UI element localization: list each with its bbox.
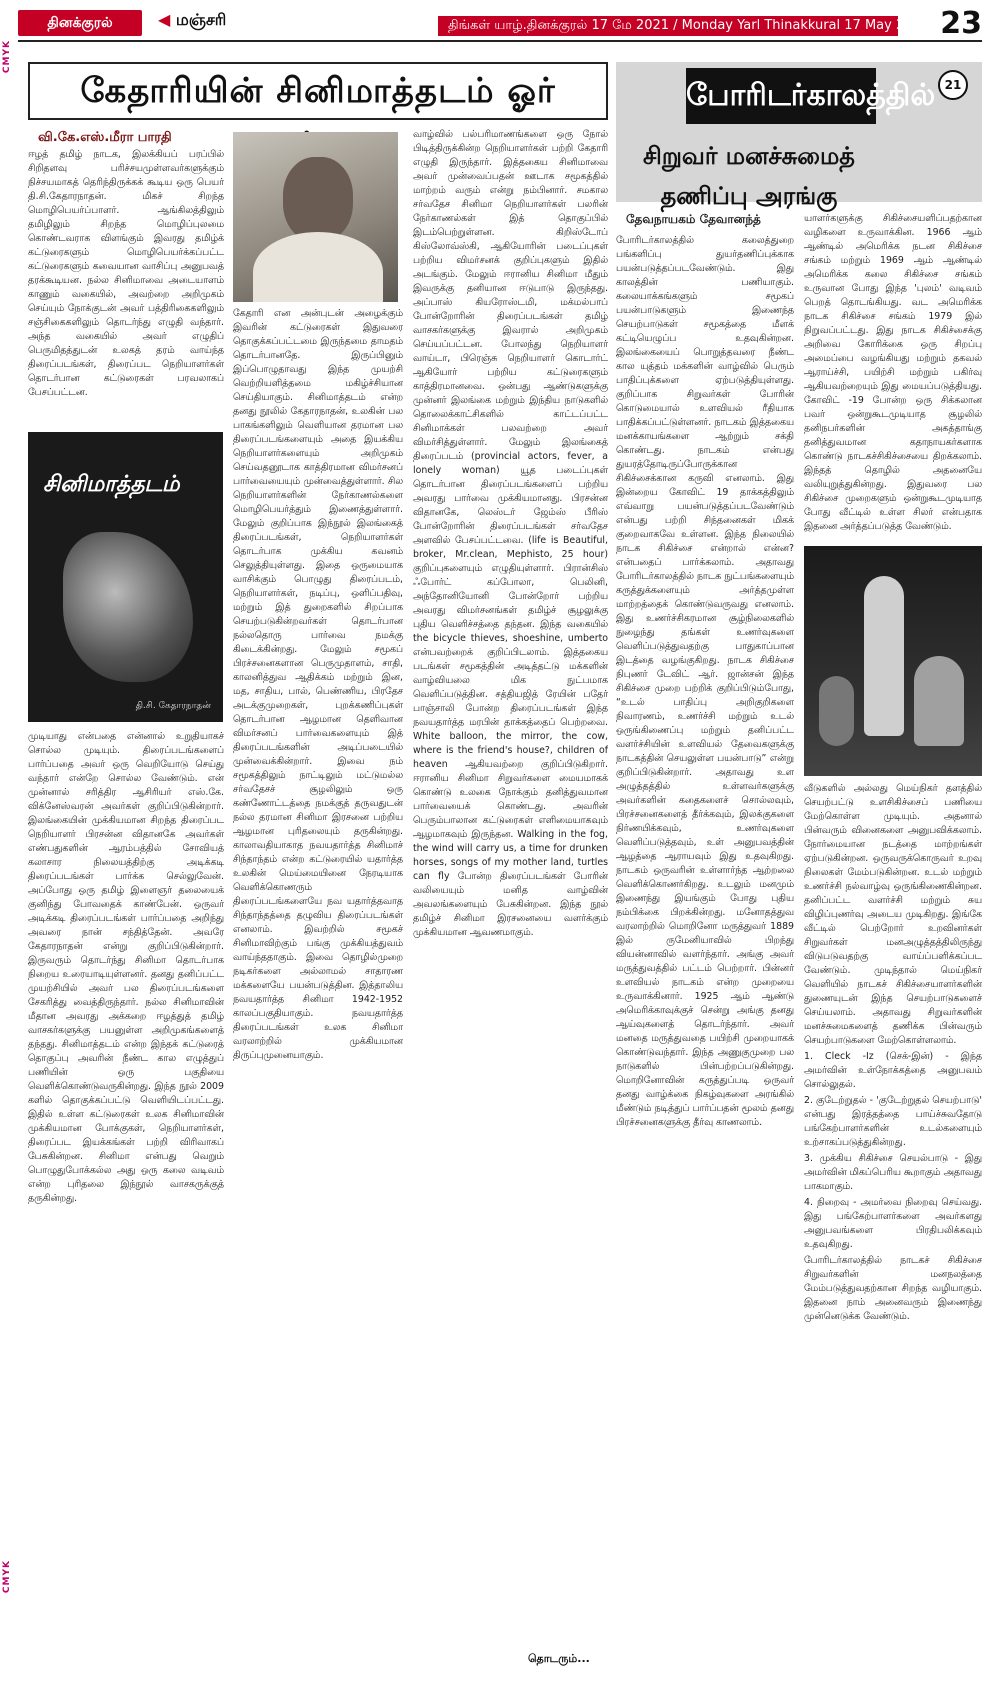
paragraph: கேதாரி என அன்புடன் அழைக்கும் இவரின் கட்டுரைகள் இதுவரை தொகுக்கப்பட்டமை இருந்தமை தாமதம் தொடர்பானதே. இருப்பினும் இப்பொழுதாவது இந்த முயற்சி வெற்றியளித்தமை மகிழ்ச்சியான செய்தியாகும். சினிமாத்தடம் என்ற தனது நூலில் கேதாரநாதன், உலகின் பல பாகங்களிலும் வெளியான தரமான பல திரைப்படங்களையும் அதை இயக்கிய நெறியாளர்களையும் அறிமுகம் செய்வதனூடாக காத்திரமான விமர்சனப் பார்வையையும் முன்வைத்துள்ளார். சில நெறியாளர்களின் நேர்காணல்களை மொழிபெயர்த்தும் இணைத்துள்ளார். மேலும் குறிப்பாக இந்நூல் இலங்கைத் திரைப்படங்கள், நெறியாளர்கள் தொடர்பாக முக்கிய கவனம் செலுத்தியுள்ளது. இதை ஒருமையாக வாசிக்கும் பொழுது திரைப்படம், நெறியாளர்கள், நடிப்பு, ஒளிப்பதிவு, மற்றும் இத் துறைகளில் சிறப்பாக செயற்படுகின்றவர்கள் தொடர்பான நல்லதொரு பார்வை நமக்கு கிடைக்கின்றது. மேலும் சமூகப் பிரச்சனைகளான பெருமுதாளம், சாதி, காலனித்துவ ஆதிக்கம் மற்றும் இன, மத, சாதிய, பால், பெண்ணிய, பிரதேச அடக்குமுறைகள், புறக்கணிப்புகள் தொடர்பான ஆழமான தெளிவான விமர்சனப் பார்வைகளையும் இத் திரைப்படங்களின் அடிப்படையில் முன்வைக்கின்றார். இவை நம் சமூகத்திலும் நாட்டிலும் மட்டுமல்ல சர்வதேசச் சூழலிலும் ஒரு கண்ணோட்டத்தை நமக்குத் தருவதுடன் நல்ல தரமான சினிமா இரசனை பற்றிய ஆழமான புரிதலையும் தருகின்றது. காலாவதியாகாத நவயதார்த்த சினிமாச் சிந்தாந்தம் என்ற கட்டுரையில் யதார்த்த உலகின் மெய்மையினை நேரடியாக வெளிக்கொணரும் திரைப்படங்களையே நவ யதார்த்தவாத சிந்தாந்தத்தை தழுவிய திரைப்படங்கள் எனலாம். இவற்றில் சமூகச் சினிமாவிற்கும் பங்கு முக்கியத்துவம் வாய்ந்ததாகும். இவை தொழில்முறை நடிகர்களை அல்லாமல் சாதாரண மக்களையே பயன்படுத்தின. இத்தாலிய நவயதார்த்த சினிமா 1942-1952 காலப்பகுதியாகும். நவயதார்த்த திரைப்படங்கள் உலக சினிமா வரலாற்றில் முக்கியமான திருப்புமுனையாகும்.: [233, 308, 403, 1061]
paragraph: போரிடர்காலத்தில் கலைத்துறை பங்களிப்பு துயர்தணிப்புக்காக பயன்படுத்தப்படவேண்டும். இது காலத்தின் பணியாகும். கலையாக்கங்களும் சமூகப் பயன்பாடுகளும் இணைந்த செயற்பாடுகள் சமூகத்தை மீளக் கட்டியெழுப்ப உதவுகின்றன. இலங்கையைப் பொறுத்தவரை நீண்ட கால யுத்தம் மக்களின் வாழ்வில் பெரும் பாதிப்புக்களை ஏற்படுத்தியுள்ளது. குறிப்பாக சிறுவர்கள் போரின் கொடுமையால் உளவியல் ரீதியாக பாதிக்கப்பட்டுள்ளனர். நாடகம் இத்தகைய மனக்காயங்களை ஆற்றும் சக்தி கொண்டது. நாடகம் என்பது துயரத்தோடிருப்போருக்கான சிகிச்சைக்கான கருவி எனலாம். இது இன்றைய கோவிட் 19 தாக்கத்திலும் எவ்வாறு பயன்படுத்தப்படவேண்டும் என்பது பற்றி சிந்தனைகள் மிகக் குறைவாகவே உள்ளன. இந்த நிலையில் நாடக சிகிச்சை என்றால் என்ன? என்பதைப் பார்க்கலாம். அதாவது போரிடர்காலத்தில் நாடக நுட்பங்களையும் கருத்துக்களையும் அர்த்தமுள்ள மாற்றத்தைக் கொண்டுவருவது எனலாம். இது உணர்ச்சிகரமான சூழ்நிலைகளில் நுழைந்து தங்கள் உணர்வுகளை வெளிப்படுத்துவதற்கு பாதுகாப்பான இடத்தை வழங்குகிறது. நாடக சிகிச்சை நிபுணர் டேவிட் ஆர். ஜான்சன் இந்த சிகிச்சை முறை பற்றிக் குறிப்பிடும்போது, “உடல் பாதிப்பு அறிகுறிகளை நிவாரணம், உணர்ச்சி மற்றும் உடல் ஒருங்கிணைப்பு மற்றும் தனிப்பட்ட வளர்ச்சியின் உளவியல் தேவைகளுக்கு நாடகத்தின் செயலுள்ள பயன்பாடு” என்று குறிப்பிடுகின்றார். அதாவது உள அழுத்தத்தில் உள்ளவர்களுக்கு அவர்களின் கதைகளைச் சொல்லவும், பிரச்சனைகளைத் தீர்க்கவும், இலக்குகளை நிர்ணயிக்கவும், உணர்வுகளை வெளிப்படுத்தவும், உள் அனுபவத்தின் ஆழத்தை ஆராயவும் இது உதவுகிறது. நாடகம் ஒருவரின் உள்ளார்ந்த ஆற்றலை வெளிக்கொணர்கிறது. உடலும் மனமும் இணைந்து இயங்கும் போது புதிய நம்பிக்கை பிறக்கின்றது. மனோதத்துவ வரலாற்றில் மொறினோ மருத்துவர் 1889 இல் ருமேனியாவில் பிறந்து வியன்னாவில் வளர்ந்தார். அங்கு அவர் மருத்துவத்தில் பட்டம் பெற்றார். பின்னர் உளவியல் நாடகம் என்ற முறையை உருவாக்கினார். 1925 ஆம் ஆண்டு அமெரிக்காவுக்குச் சென்று அங்கு தனது ஆய்வுகளைத் தொடர்ந்தார். அவர் மனதை மருத்துவதை பயிற்சி முறையாகக் கொண்டுவந்தார். இந்த அணுகுமுறை பல நாடுகளில் பின்பற்றப்படுகின்றது. மொறினோவின் கருத்துப்படி ஒருவர் தனது வாழ்க்கை நிகழ்வுகளை அரங்கில் மீண்டும் நடித்துப் பார்ப்பதன் மூலம் தனது பிரச்சனைகளுக்கு தீர்வு காணலாம்.: [616, 235, 794, 1128]
right-article: [616, 62, 982, 1667]
continued-label: தொடரும்...: [528, 1652, 590, 1665]
photo-body-shape: [253, 232, 383, 302]
photo-head-shape: [283, 157, 353, 242]
list-item: 4. நிறைவு - அமர்வை நிறைவு செய்வது. இது பங்கேற்பாளர்களை அவர்களது அனுபவங்களை பிரதிபலிக்கவும் உதவுகிறது.: [804, 1197, 982, 1250]
paragraph: போரிடர்காலத்தில் நாடகச் சிகிச்சை சிறுவர்களின் மனநலத்தை மேம்படுத்துவதற்கான சிறந்த வழியாகும். இதனை நாம் அனைவரும் இணைந்து முன்னெடுக்க வேண்டும்.: [804, 1255, 982, 1322]
text-column: [233, 307, 403, 1667]
article-title: கேதாரியின் சினிமாத்தடம் ஓர்: [28, 62, 608, 120]
book-cover-art: [63, 532, 193, 682]
text-column: [804, 782, 982, 1662]
newspaper-logo: தினக்குரல்: [18, 10, 142, 36]
article-subtitle: சிறுவர் மனச்சுமைத் தணிப்பு அரங்கு: [643, 142, 855, 210]
photo-figure: [819, 676, 854, 746]
author-photo: [233, 132, 398, 302]
article-author: தேவநாயகம் தேவானந்த்: [626, 212, 761, 226]
list-item: 2. குடேற்றுதல் - 'குடேற்றுதல் செயற்பாடு' என்பது இரத்தத்தை பாய்ச்சுவதோடு பங்கேற்பாளர்களின் உடல்களையும் உற்சாகப்படுத்துகின்றது.: [804, 1095, 982, 1148]
paragraph: ஈழத் தமிழ் நாடக, இலக்கியப் பரப்பில் சிறிதளவு பரிச்சயமுள்ளவர்களுக்கும் நிச்சயமாகத் தெரிந்திருக்கக் கூடிய ஒரு பெயர் தி.சி.கேதாரநாதன். மிகச் சிறந்த மொழிபெயர்ப்பாளர். ஆங்கிலத்திலும் தமிழிலும் சிறந்த மொழிப்புலமை கொண்டவராக விளங்கும் இவரது தமிழ்க் கட்டுரைகளும் மொழிபெயர்க்கப்பட்ட கட்டுரைகளும் கவையான வாசிப்பு அனுபவத் தரக்கூடியன. நல்ல சினிமாவை அடையாளம் காணும் வகையில், அவற்றை அறிமுகம் செய்யும் நோக்குடன் அவர் பத்திரிகைகளிலும் சஞ்சிகைகளிலும் தொடர்ந்து எழுதி வந்தார். அந்த வகையில் அவர் எழுதிப் பெருமிதத்துடன் உலகத் தரம் வாய்ந்த திரைப்படங்கள், திரைப்பட நெறியாளர்கள் தொடர்பான கட்டுரைகள் பரவலாகப் பேசப்பட்டன.: [28, 149, 224, 398]
book-cover-image: [28, 432, 223, 722]
date-line: திங்கள் யாழ்.தினக்குரல் 17 மே 2021 / Monday Yarl Thinakkural 17 May 2021: [438, 16, 898, 36]
left-article: [28, 62, 608, 1667]
section-label: மஞ்சரி: [175, 10, 227, 29]
book-cover-author: தி.சி. கேதாரநாதன்: [135, 701, 211, 711]
right-article-header: [616, 62, 982, 210]
section-name: [158, 10, 226, 31]
text-column: [616, 234, 794, 1664]
text-column: [804, 212, 982, 542]
article-title: போரிடர்காலத்தில்: [686, 68, 876, 124]
photo-figure: [864, 576, 904, 736]
text-column: [413, 128, 608, 1652]
paragraph: யாளர்களுக்கு சிகிச்சையளிப்பதற்கான வழிகளை உருவாக்கின. 1966 ஆம் ஆண்டில் அமெரிக்க நடன சிகிச்சை சங்கம் மற்றும் 1969 ஆம் ஆண்டில் அமெரிக்க கலை சிகிச்சை சங்கம் உருவான போது இந்த 'புலம்' வடிவம் பெறத் தொடங்கியது. வட அமெரிக்க நாடக சிகிச்சை சங்கம் 1979 இல் நிறுவப்பட்டது. இது நாடக சிகிச்சைக்கு அறிவை கோரிக்கை ஒரு சிறப்பு அமைப்பை வழங்கியது மற்றும் தகவல் ஆராய்ச்சி, பயிற்சி மற்றும் பகிர்வு ஆகியவற்றையும் இது மையப்படுத்தியது. கோவிட் -19 போன்ற ஒரு சிக்கலான பவர் ஒன்றுகூடமுடியாத சூழலில் தனிநபர்களின் அகத்தாங்கு தனித்துவமான கதாநாயகர்களாக கொண்டு நாடகச்சிகிச்சையை திறக்கலாம். இந்தத் தொழில் அதனையே வலியுறுத்துகின்றது. இதுவரை பல சிகிச்சை முறைகளும் ஒன்றுகூடமுடியாத போது வீட்டில் உள்ள சிலர் என்பதாக இதனை அர்த்தப்படுத்த வேண்டும்.: [804, 213, 982, 532]
paragraph: வீடுகளில் அல்லது மெய்நிகர் தளத்தில் செயற்பட்டு உளசிகிச்சைப் பணியை மேற்கொள்ள முடியும். அதனால் பின்வரும் வினைகளை அனுபவிக்கலாம். நோர்மையான நடத்தை மாற்றங்கள் ஏற்படுகின்றன. ஒருவருக்கொருவர் உறவு நிலைகள் மேம்படுகின்றன. உடல் மற்றும் உணர்ச்சி நல்வாழ்வு ஒருங்கிணைகின்றன. தனிப்பட்ட வளர்ச்சி மற்றும் சுய விழிப்புணர்வு அடைய முடிகிறது. இங்கே வீட்டில் பெற்றோர் உறவினர்கள் சிறுவர்கள் மனஅழுத்தத்திலிருந்து விடுபடுவதற்கு வாய்ப்பளிக்கப்பட வேண்டும். முடிந்தால் மெய்நிகர் வெளியில் நாடகச் சிகிச்சையாளர்களின் துணையுடன் இந்த செயற்பாடுகளைச் செய்யலாம். அதாவது சிறுவர்களின் மனச்சுமைகளைத் தணிக்க பின்வரும் செயற்பாடுகளை மேற்கொள்ளலாம்.: [804, 783, 982, 1046]
article-author: வி.கே.எஸ்.மீரா பாரதி: [38, 130, 172, 145]
page-number: 23: [940, 6, 982, 41]
text-column: [28, 730, 224, 1667]
paragraph: வாழ்வில் பல்பரிமாணங்களை ஒரு நோல் பிடித்திருக்கின்ற நெறியாளர்கள் பற்றி கேதாரி எழுதி இருந்தார். இத்தகைய சினிமாவை அவர் முன்வைப்பதன் ஊடாக சமூகத்தில் மாற்றம் வரும் என்று நம்பினார். சமகால சர்வதேச சினிமா நெறியாளர்கள் பலரின் நேர்காணல்கள் இத் தொகுப்பில் இடம்பெற்றுள்ளன. கிறிஸ்டோப் கிஸ்லோவ்ஸ்கி, ஆகியோரின் படைப்புகள் பற்றிய விமர்சனக் குறிப்புகளும் இதில் அடங்கும். மேலும் ஈரானிய சினிமா மீதும் இவருக்கு தனியான ஈடுபாடு இருந்தது. அப்பாஸ் கியரோஸ்டமி, மக்மல்பாப் போன்றோரின் திரைப்படங்கள் தமிழ் வாசகர்களுக்கு இவரால் அறிமுகம் செய்யப்பட்டன. போலந்து நெறியாளர் வாய்டா, பிரெஞ்சு நெறியாளர் கொடார்ட் ஆகியோர் பற்றிய கட்டுரைகளும் காத்திரமானவை. ஒன்பது ஆண்டுகளுக்கு முன்னர் இலங்கை மற்றும் இந்திய நாடுகளில் தொலைக்காட்சிகளில் காட்டப்பட்ட சினிமாக்கள் பலவற்றை அவர் விமர்சித்துள்ளார். மேலும் இலங்கைத் திரைப்படம் (provincial actors, fever, a lonely woman) யூத படைப்புகள் தொடர்பான திரைப்படங்களைப் பற்றிய அவரது பார்வை முக்கியமானது. பிரசன்ன விதானகே, லெஸ்டர் ஜேம்ஸ் பீரிஸ் போன்றோரின் திரைப்படங்கள் சர்வதேச அளவில் பேசப்பட்டவை. (life is Beautiful, broker, Mr.clean, Mephisto, 25 hour) குறிப்புகளையும் எழுதியுள்ளார். பிரான்சிஸ் ஃபோர்ட் கப்போலா, பெலினி, அந்தோனியோனி போன்றோர் பற்றிய அவரது விமர்சனங்கள் தமிழ்ச் சூழலுக்கு புதிய வெளிச்சத்தை தந்தன. இந்த வகையில் the bicycle thieves, shoeshine, umberto என்பவற்றைக் குறிப்பிடலாம். இத்தகைய படங்கள் சமூகத்தின் அடித்தட்டு மக்களின் வாழ்வியலை மிக நுட்பமாக வெளிப்படுத்தின. சத்தியஜித் ரேயின் பதேர் பாஞ்சாலி போன்ற திரைப்படங்கள் இந்த நவயதார்த்த மரபின் தாக்கத்தைப் பெற்றவை. White balloon, the mirror, the cow, where is the friend's house?, children of heaven ஆகியவற்றை குறிப்பிடுகிறார். ஈரானிய சினிமா சிறுவர்களை மையமாகக் கொண்டு உலகை நோக்கும் தனித்துவமான பார்வையைக் கொண்டது. அவரின் பெரும்பாலான கட்டுரைகள் எளிமையாகவும் ஆழமாகவும் இருந்தன. Walking in the fog, the wind will carry us, a time for drunken horses, songs of my mother land, turtles can fly போன்ற திரைப்படங்கள் போரின் வலியையும் மனித வாழ்வின் அவலங்களையும் பேசுகின்றன. இந்த நூல் தமிழ்ச் சினிமா இரசனையை வளர்க்கும் முக்கியமான ஆவணமாகும்.: [413, 129, 608, 938]
list-item: 3. முக்கிய சிகிச்சை செயல்பாடு - இது அமர்வின் மிகப்பெரிய கூறாகும் அதாவது பாகமாகும்.: [804, 1153, 982, 1192]
book-cover-title: சினிமாத்தடம்: [43, 472, 180, 497]
arrow-icon: ◀: [158, 10, 176, 29]
episode-number: 21: [938, 70, 968, 100]
page-header: [18, 8, 982, 42]
list-item: 1. Cleck -Iz (செக்-இன்) - இந்த அமர்வின் உள்நோக்கத்தை அனுபவம் சொல்லுதல்.: [804, 1051, 982, 1090]
paragraph: முடியாது என்பதை என்னால் உறுதியாகச் சொல்ல முடியும். திரைப்படங்களைப் பார்ப்பதை அவர் ஒரு வெறியோடு செய்து வந்தார் என்றே சொல்ல வேண்டும். என் முன்னால் சரித்திர ஆசிரியர் எஸ்.கே. விக்னேஸ்வரன் அவர்கள் குறிப்பிடுகின்றார். இலங்கையின் முக்கியமான சிறந்த திரைப்பட நெறியாளர் பிரசன்ன விதானகே அவர்கள் எண்பதுகளின் ஆரம்பத்தில் சோவியத் கலாசார நிலையத்திற்கு அடிக்கடி திரைப்படங்கள் பார்க்க செல்லுவேன். அப்போது ஒரு தமிழ் இளைஞர் தலையைக் குனிந்து போவதைக் காண்பேன். ஒருவர் அடிக்கடி திரைப்படங்கள் பார்ப்பதை அறிந்து அவரை நான் சந்தித்தேன். அவரே கேதாரநாதன் என்று குறிப்பிடுகின்றார். இருவரும் தொடர்ந்து சினிமா தொடர்பாக நிறைய உரையாடியுள்ளனர். தனது தனிப்பட்ட முயற்சியில் அவர் பல திரைப்படங்களை சேகரித்து வைத்திருந்தார். நல்ல சினிமாவின் மீதான அவரது அக்கறை ஈழத்துத் தமிழ் வாசகர்களுக்கு பயனுள்ள அறிமுகங்களைத் தந்தது. சினிமாத்தடம் என்ற இந்தக் கட்டுரைத் தொகுப்பு அவரின் நீண்ட கால எழுத்துப் பணியின் ஒரு பகுதியை வெளிக்கொண்டுவருகின்றது. இந்த நூல் 2009 களில் தொகுக்கப்பட்டு வெளியிடப்பட்டது. இதில் உள்ள கட்டுரைகள் உலக சினிமாவின் முக்கியமான போக்குகள், நெறியாளர்கள், திரைப்பட இயக்கங்கள் பற்றி விரிவாகப் பேசுகின்றன. சினிமா என்பது வெறும் பொழுதுபோக்கல்ல அது ஒரு கலை வடிவம் என்ற புரிதலை இந்நூல் வாசகருக்குத் தருகின்றது.: [28, 731, 224, 1204]
cmyk-mark: CMYK: [2, 40, 12, 74]
text-column: [28, 148, 224, 430]
cmyk-mark: CMYK: [2, 1560, 12, 1594]
photo-figure: [914, 656, 964, 746]
stage-photo: [804, 546, 982, 776]
